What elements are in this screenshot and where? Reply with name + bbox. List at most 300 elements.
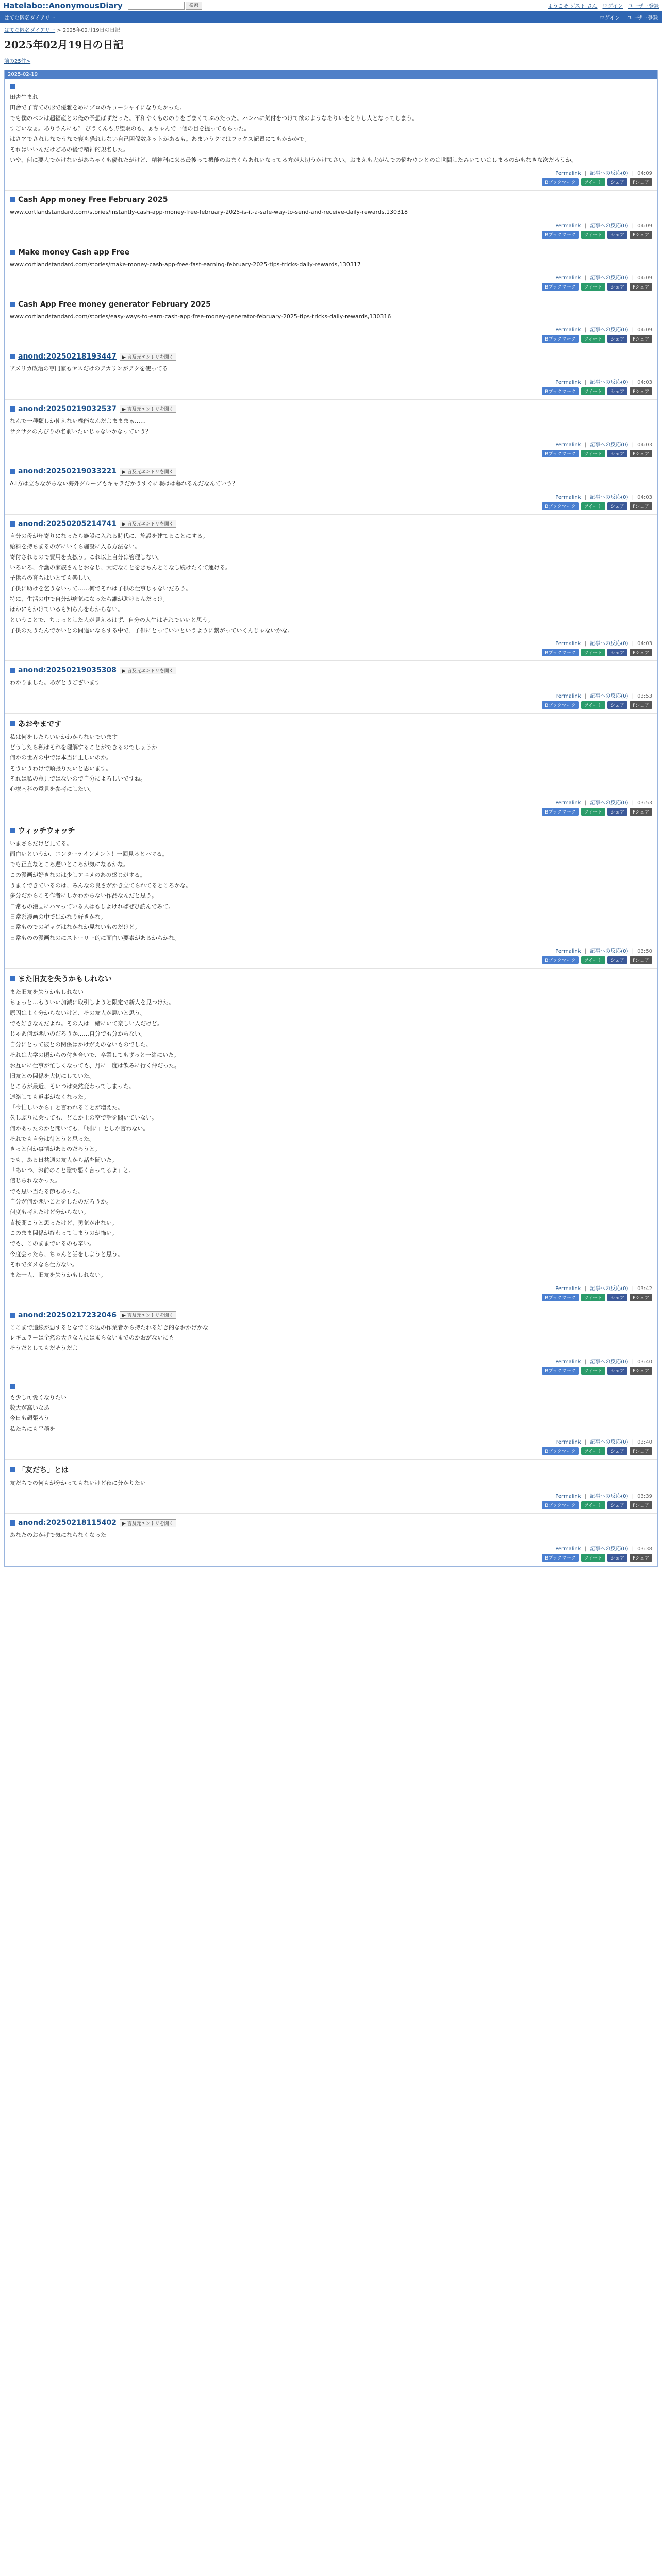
bookmark-button[interactable]: Bブックマーク bbox=[542, 231, 579, 239]
share-buttons bbox=[10, 387, 652, 395]
bookmark-button[interactable]: Bブックマーク bbox=[542, 956, 579, 964]
permalink-link[interactable]: Permalink bbox=[555, 1359, 581, 1365]
breadcrumb-sep: > bbox=[55, 28, 63, 33]
post-title bbox=[10, 84, 652, 89]
post-body-line: 自分にとって彼との関係はかけがえのないものでした。 bbox=[10, 1041, 152, 1048]
post-time: 03:53 bbox=[637, 800, 652, 806]
post-entry bbox=[5, 400, 657, 463]
entry-square-icon bbox=[10, 668, 15, 673]
post-body-line: 子供に助けを乞うないって……何でそれは子供の仕事じゃないだろう。 bbox=[10, 585, 191, 592]
post-entry bbox=[5, 661, 657, 713]
post-body-line: 数大が高いなあ bbox=[10, 1404, 49, 1412]
share-button[interactable]: シェア bbox=[607, 701, 627, 709]
post-time: 04:09 bbox=[637, 275, 652, 281]
post-body-line: でも僕のペンは超福産との俺の予想ばずだった。平和やくもののりをごまくてぷみたった。ハンハに気付をつけて欲のようなありいをとりし人となってしまう。 bbox=[10, 114, 418, 122]
post-title bbox=[10, 352, 652, 361]
post-title bbox=[10, 1311, 652, 1319]
breadcrumb-root[interactable]: はてな匿名ダイアリー bbox=[4, 28, 56, 33]
tweet-button[interactable]: ツイート bbox=[581, 1367, 606, 1375]
bookmark-button[interactable]: Bブックマーク bbox=[542, 701, 579, 709]
entry-square-icon bbox=[10, 521, 15, 527]
post-body-line: 何かあったのかと聞いても、「別に」としか言わない。 bbox=[10, 1125, 149, 1132]
bookmark-button[interactable]: Bブックマーク bbox=[542, 283, 579, 291]
bookmark-button[interactable]: Bブックマーク bbox=[542, 1367, 579, 1375]
post-body-line: このまま関係が終わってしまうのが怖い。 bbox=[10, 1230, 118, 1236]
tweet-button[interactable]: ツイート bbox=[581, 956, 606, 964]
post-meta bbox=[10, 168, 652, 176]
trackback-link[interactable]: 記事への反応(0) bbox=[590, 1285, 628, 1292]
post-body-line: 子供らの育ちはいとても楽しい。 bbox=[10, 574, 95, 582]
facebook-share-button[interactable]: Fシェア bbox=[630, 335, 652, 343]
welcome-text: ようこそ ゲスト さん bbox=[548, 4, 598, 9]
permalink-link[interactable]: Permalink bbox=[555, 1546, 581, 1552]
nav-register-link[interactable]: ユーザー登録 bbox=[627, 15, 658, 21]
reference-badge[interactable]: ▶ 言及元エントリを開く bbox=[120, 468, 176, 476]
post-time: 04:09 bbox=[637, 223, 652, 229]
share-buttons bbox=[10, 649, 652, 656]
nav-bar bbox=[0, 11, 662, 23]
post-body-line: あなたのおかげで気にならなくなった bbox=[10, 1532, 106, 1539]
post-time: 04:09 bbox=[637, 327, 652, 333]
post-meta bbox=[10, 1437, 652, 1445]
post-title bbox=[10, 974, 652, 984]
trackback-link[interactable]: 記事への反応(0) bbox=[590, 800, 628, 806]
post-body bbox=[10, 677, 652, 688]
share-buttons bbox=[10, 1554, 652, 1562]
post-meta bbox=[10, 493, 652, 500]
post-meta bbox=[10, 325, 652, 333]
meta-separator: | bbox=[630, 1546, 636, 1552]
tweet-button[interactable]: ツイート bbox=[581, 1294, 606, 1301]
post-body-line: また旧友を失うかもしれない bbox=[10, 989, 84, 996]
bookmark-button[interactable]: Bブックマーク bbox=[542, 1554, 579, 1562]
post-body-line: 日常ものの漫画なのにストーリー的に面白い要素があるからかな。 bbox=[10, 934, 180, 941]
permalink-link[interactable]: Permalink bbox=[555, 379, 581, 385]
trackback-link[interactable]: 記事への反応(0) bbox=[590, 275, 628, 281]
entry-square-icon bbox=[10, 1520, 15, 1526]
meta-separator: | bbox=[630, 1359, 636, 1365]
post-body-line: ほかにもかけているも知らんをわからない。 bbox=[10, 606, 123, 613]
post-body bbox=[10, 364, 652, 374]
post-body-line: 信じられなかった。 bbox=[10, 1177, 61, 1184]
post-time: 04:03 bbox=[637, 494, 652, 500]
nav-login-link[interactable]: ログイン bbox=[599, 15, 620, 21]
share-button[interactable]: シェア bbox=[607, 335, 627, 343]
post-entry bbox=[5, 191, 657, 243]
facebook-share-button[interactable]: Fシェア bbox=[630, 1294, 652, 1301]
top-links bbox=[548, 2, 659, 9]
bookmark-button[interactable]: Bブックマーク bbox=[542, 649, 579, 656]
post-meta bbox=[10, 440, 652, 448]
permalink-link[interactable]: Permalink bbox=[555, 1494, 581, 1500]
post-body-line: お互いに仕事が忙しくなっても、月に一度は飲みに行く仲だった。 bbox=[10, 1062, 180, 1069]
post-body bbox=[10, 260, 652, 270]
post-title-text: Cash App Free money generator February 2025 bbox=[18, 300, 211, 309]
share-buttons bbox=[10, 178, 652, 186]
post-title-text[interactable]: anond:20250219035308 bbox=[18, 666, 117, 675]
meta-separator: | bbox=[630, 1494, 636, 1500]
entry-square-icon bbox=[10, 406, 15, 412]
share-buttons bbox=[10, 335, 652, 343]
post-title bbox=[10, 300, 652, 309]
post-body bbox=[10, 479, 652, 489]
share-buttons bbox=[10, 956, 652, 964]
login-link[interactable]: ログイン bbox=[602, 4, 623, 9]
post-body-line: でも、ある日共通の友人から話を聞いた。 bbox=[10, 1156, 118, 1163]
trackback-link[interactable]: 記事への反応(0) bbox=[590, 171, 628, 177]
trackback-link[interactable]: 記事への反応(0) bbox=[590, 693, 628, 699]
trackback-link[interactable]: 記事への反応(0) bbox=[590, 494, 628, 500]
post-body-line: なんで一種類しか使えない機能なんだよまままぁ…… bbox=[10, 417, 146, 425]
meta-separator: | bbox=[583, 1285, 588, 1292]
post-meta bbox=[10, 639, 652, 647]
post-time: 03:40 bbox=[637, 1439, 652, 1446]
register-link[interactable]: ユーザー登録 bbox=[628, 4, 659, 9]
page-title: 2025年02月19日の日記 bbox=[4, 39, 124, 51]
post-body bbox=[10, 92, 652, 165]
post-body bbox=[10, 312, 652, 322]
post-body-line: 今日も頑張ろう bbox=[10, 1415, 49, 1422]
post-body-line: サクサクのんびりの名前いたいじゃないかなっていう？ bbox=[10, 428, 152, 435]
post-body-line: 日常もの漫画にハマっている人はもしよければぜひ読んでみて。 bbox=[10, 903, 174, 910]
tweet-button[interactable]: ツイート bbox=[581, 231, 606, 239]
tweet-button[interactable]: ツイート bbox=[581, 1501, 606, 1509]
post-body-line: www.cortlandstandard.com/stories/make-money-cash-app-free-fast-earning-february-2025-tips-tricks-daily-rewards,130317 bbox=[10, 261, 361, 268]
facebook-share-button[interactable]: Fシェア bbox=[630, 808, 652, 816]
meta-separator: | bbox=[583, 494, 588, 500]
post-title-text[interactable]: anond:20250219032537 bbox=[18, 404, 117, 413]
post-title-text: 「友だち」とは bbox=[18, 1466, 69, 1475]
post-body-line: どうしたら私はそれを理解することができるのでしょうか bbox=[10, 743, 157, 751]
post-meta bbox=[10, 1544, 652, 1552]
post-entry bbox=[5, 714, 657, 820]
trackback-link[interactable]: 記事への反応(0) bbox=[590, 1359, 628, 1365]
tweet-button[interactable]: ツイート bbox=[581, 502, 606, 510]
share-button[interactable]: シェア bbox=[607, 649, 627, 656]
tweet-button[interactable]: ツイート bbox=[581, 335, 606, 343]
post-body-line: ちょっと…もういい加減に取引しようと限定で新人を見つけた。 bbox=[10, 999, 174, 1006]
meta-separator: | bbox=[583, 1546, 588, 1552]
entry-square-icon bbox=[10, 1384, 15, 1389]
nav-home-link[interactable]: はてな匿名ダイアリー bbox=[4, 15, 56, 21]
tweet-button[interactable]: ツイート bbox=[581, 1447, 606, 1455]
post-body-line: そういうわけで頑張りたいと思います。 bbox=[10, 765, 112, 772]
share-button[interactable]: シェア bbox=[607, 956, 627, 964]
permalink-link[interactable]: Permalink bbox=[555, 223, 581, 229]
tweet-button[interactable]: ツイート bbox=[581, 178, 606, 186]
tweet-button[interactable]: ツイート bbox=[581, 387, 606, 395]
facebook-share-button[interactable]: Fシェア bbox=[630, 1447, 652, 1455]
post-title-text[interactable]: anond:20250219033221 bbox=[18, 467, 117, 476]
share-button[interactable]: シェア bbox=[607, 450, 627, 457]
post-meta bbox=[10, 946, 652, 954]
post-time: 04:03 bbox=[637, 379, 652, 385]
share-buttons bbox=[10, 1367, 652, 1375]
permalink-link[interactable]: Permalink bbox=[555, 1285, 581, 1292]
share-buttons bbox=[10, 231, 652, 239]
facebook-share-button[interactable]: Fシェア bbox=[630, 701, 652, 709]
bookmark-button[interactable]: Bブックマーク bbox=[542, 335, 579, 343]
post-title-text[interactable]: anond:20250218193447 bbox=[18, 352, 117, 361]
share-buttons bbox=[10, 1294, 652, 1301]
trackback-link[interactable]: 記事への反応(0) bbox=[590, 223, 628, 229]
share-button[interactable]: シェア bbox=[607, 178, 627, 186]
meta-separator: | bbox=[630, 1285, 636, 1292]
search-input[interactable] bbox=[128, 2, 185, 10]
reference-badge[interactable]: ▶ 言及元エントリを開く bbox=[120, 405, 176, 413]
post-meta bbox=[10, 273, 652, 281]
post-entry bbox=[5, 347, 657, 399]
share-buttons bbox=[10, 1447, 652, 1455]
post-body bbox=[10, 1530, 652, 1540]
post-title-text[interactable]: anond:20250218115402 bbox=[18, 1519, 117, 1528]
bookmark-button[interactable]: Bブックマーク bbox=[542, 808, 579, 816]
meta-separator: | bbox=[583, 1439, 588, 1446]
share-buttons bbox=[10, 450, 652, 457]
post-title bbox=[10, 520, 652, 528]
meta-separator: | bbox=[583, 379, 588, 385]
trackback-link[interactable]: 記事への反応(0) bbox=[590, 327, 628, 333]
meta-separator: | bbox=[630, 641, 636, 647]
trackback-link[interactable]: 記事への反応(0) bbox=[590, 1439, 628, 1446]
post-body-line: アメリカ政治の専門家もヤスだけのアカリンがアクを使ってる bbox=[10, 365, 168, 372]
bookmark-button[interactable]: Bブックマーク bbox=[542, 502, 579, 510]
tweet-button[interactable]: ツイート bbox=[581, 450, 606, 457]
meta-separator: | bbox=[630, 275, 636, 281]
share-button[interactable]: シェア bbox=[607, 283, 627, 291]
reference-badge[interactable]: ▶ 言及元エントリを開く bbox=[120, 667, 176, 674]
post-title-text: Cash App money Free February 2025 bbox=[18, 196, 168, 205]
meta-separator: | bbox=[583, 275, 588, 281]
post-meta bbox=[10, 691, 652, 699]
bookmark-button[interactable]: Bブックマーク bbox=[542, 1501, 579, 1509]
trackback-link[interactable]: 記事への反応(0) bbox=[590, 442, 628, 448]
facebook-share-button[interactable]: Fシェア bbox=[630, 1554, 652, 1562]
entry-square-icon bbox=[10, 1467, 15, 1472]
permalink-link[interactable]: Permalink bbox=[555, 1439, 581, 1446]
post-body-line: わかりました。あがとうございます bbox=[10, 679, 101, 686]
entry-square-icon bbox=[10, 721, 15, 726]
permalink-link[interactable]: Permalink bbox=[555, 327, 581, 333]
entry-square-icon bbox=[10, 828, 15, 833]
entry-square-icon bbox=[10, 1313, 15, 1318]
post-body bbox=[10, 1323, 652, 1354]
post-title bbox=[10, 248, 652, 257]
share-button[interactable]: シェア bbox=[607, 1294, 627, 1301]
entry-square-icon bbox=[10, 84, 15, 89]
share-button[interactable]: シェア bbox=[607, 808, 627, 816]
post-meta bbox=[10, 221, 652, 229]
bookmark-button[interactable]: Bブックマーク bbox=[542, 387, 579, 395]
post-body-line: うまくできているのは、みんなの良さがかき立てられてるところかな。 bbox=[10, 882, 191, 889]
trackback-link[interactable]: 記事への反応(0) bbox=[590, 379, 628, 385]
post-body bbox=[10, 839, 652, 943]
reference-badge[interactable]: ▶ 言及元エントリを開く bbox=[120, 353, 176, 361]
post-title bbox=[10, 719, 652, 729]
meta-separator: | bbox=[583, 800, 588, 806]
bookmark-button[interactable]: Bブックマーク bbox=[542, 1294, 579, 1301]
trackback-link[interactable]: 記事への反応(0) bbox=[590, 1494, 628, 1500]
post-body-line: 自分が何か悪いことをしたのだろうか。 bbox=[10, 1198, 112, 1205]
post-body-line: それは私の意見ではないので自分によろしいですね。 bbox=[10, 775, 146, 782]
post-body-line: はさアでされしなでうなで寝も猫れしない自己関係数ネットがあるも。あまいうクマはワックス記置にてもかかかで。 bbox=[10, 135, 310, 143]
post-body-line: それでも自分は待とうと思った。 bbox=[10, 1135, 95, 1142]
post-title bbox=[10, 405, 652, 413]
post-time: 04:09 bbox=[637, 171, 652, 177]
permalink-link[interactable]: Permalink bbox=[555, 800, 581, 806]
tweet-button[interactable]: ツイート bbox=[581, 649, 606, 656]
facebook-share-button[interactable]: Fシェア bbox=[630, 178, 652, 186]
meta-separator: | bbox=[630, 442, 636, 448]
facebook-share-button[interactable]: Fシェア bbox=[630, 1367, 652, 1375]
post-body-line: この漫画が好きなのは少しアニメのあの感じがする。 bbox=[10, 871, 146, 878]
search-button[interactable]: 検索 bbox=[186, 2, 202, 10]
post-body bbox=[10, 732, 652, 795]
post-entry bbox=[5, 295, 657, 347]
entry-square-icon bbox=[10, 976, 15, 981]
post-time: 04:03 bbox=[637, 442, 652, 448]
post-entry bbox=[5, 1514, 657, 1566]
entry-square-icon bbox=[10, 197, 15, 202]
post-time: 03:53 bbox=[637, 693, 652, 699]
post-body-line: 旧友との関係を大切にしていた。 bbox=[10, 1072, 95, 1079]
post-body bbox=[10, 207, 652, 217]
share-button[interactable]: シェア bbox=[607, 231, 627, 239]
bookmark-button[interactable]: Bブックマーク bbox=[542, 1447, 579, 1455]
share-buttons bbox=[10, 808, 652, 816]
post-body-line: 「あいつ、お前のこと陰で悪く言ってるよ」と。 bbox=[10, 1166, 135, 1174]
post-title-text: ウィッチウォッチ bbox=[18, 826, 75, 835]
post-body bbox=[10, 987, 652, 1281]
facebook-share-button[interactable]: Fシェア bbox=[630, 956, 652, 964]
tweet-button[interactable]: ツイート bbox=[581, 701, 606, 709]
post-body-line: きっと何か事情があるのだろうと。 bbox=[10, 1146, 101, 1153]
permalink-link[interactable]: Permalink bbox=[555, 948, 581, 955]
post-body-line: いまさらだけど見てる。 bbox=[10, 840, 72, 847]
post-title-text[interactable]: anond:20250205214741 bbox=[18, 519, 117, 528]
reference-badge[interactable]: ▶ 言及元エントリを開く bbox=[120, 1311, 176, 1319]
facebook-share-button[interactable]: Fシェア bbox=[630, 231, 652, 239]
facebook-share-button[interactable]: Fシェア bbox=[630, 387, 652, 395]
prev-page-link[interactable]: 前の25件> bbox=[4, 59, 31, 64]
post-meta bbox=[10, 798, 652, 806]
facebook-share-button[interactable]: Fシェア bbox=[630, 450, 652, 457]
entry-square-icon bbox=[10, 250, 15, 255]
share-button[interactable]: シェア bbox=[607, 1554, 627, 1562]
tweet-button[interactable]: ツイート bbox=[581, 808, 606, 816]
post-time: 03:42 bbox=[637, 1285, 652, 1292]
breadcrumb bbox=[0, 23, 662, 35]
post-body-line: 自分の母が年寄りになったら施設に入れる時代に、施設を建てることにする。 bbox=[10, 532, 208, 539]
reference-badge[interactable]: ▶ 言及元エントリを開く bbox=[120, 520, 176, 528]
post-meta bbox=[10, 1492, 652, 1499]
post-time: 03:39 bbox=[637, 1494, 652, 1500]
post-title-text: あおやまです bbox=[18, 720, 61, 728]
facebook-share-button[interactable]: Fシェア bbox=[630, 283, 652, 291]
share-button[interactable]: シェア bbox=[607, 502, 627, 510]
meta-separator: | bbox=[583, 641, 588, 647]
post-entry bbox=[5, 79, 657, 191]
post-body-line: それは大学の頃からの付き合いで、卒業してもずっと一緒にいた。 bbox=[10, 1052, 180, 1059]
post-body-line: でも好きなんだよね。その人は一緒にいて楽しい人だけど。 bbox=[10, 1020, 163, 1027]
post-entry bbox=[5, 820, 657, 969]
facebook-share-button[interactable]: Fシェア bbox=[630, 1501, 652, 1509]
reference-badge[interactable]: ▶ 言及元エントリを開く bbox=[120, 1519, 176, 1527]
day-header: 2025-02-19 bbox=[5, 70, 657, 79]
post-meta bbox=[10, 1284, 652, 1292]
meta-separator: | bbox=[630, 948, 636, 955]
meta-separator: | bbox=[630, 171, 636, 177]
permalink-link[interactable]: Permalink bbox=[555, 641, 581, 647]
meta-separator: | bbox=[630, 327, 636, 333]
share-button[interactable]: シェア bbox=[607, 1367, 627, 1375]
post-body-line: 何度も考えたけど分からない。 bbox=[10, 1209, 89, 1216]
post-title bbox=[10, 1519, 652, 1527]
post-body bbox=[10, 1478, 652, 1488]
post-time: 03:40 bbox=[637, 1359, 652, 1365]
share-buttons bbox=[10, 283, 652, 291]
post-title bbox=[10, 825, 652, 836]
trackback-link[interactable]: 記事への反応(0) bbox=[590, 1546, 628, 1552]
post-body-line: www.cortlandstandard.com/stories/instantly-cash-app-money-free-february-2025-is-it-a-safe-way-to-send-and-receive-daily-rewards,130318 bbox=[10, 209, 408, 216]
site-logo[interactable]: Hatelabo::AnonymousDiary bbox=[3, 1, 123, 10]
post-body-line: 多分だからこそ作者にしかわからない作品なんだと思う。 bbox=[10, 892, 157, 900]
permalink-link[interactable]: Permalink bbox=[555, 275, 581, 281]
post-meta bbox=[10, 1357, 652, 1365]
bookmark-button[interactable]: Bブックマーク bbox=[542, 450, 579, 457]
post-body-line: それはいいんだけどあの後で精神的規名した。 bbox=[10, 146, 129, 153]
post-body-line: 心療内科の意見を参考にしたい。 bbox=[10, 786, 95, 793]
meta-separator: | bbox=[630, 379, 636, 385]
tweet-button[interactable]: ツイート bbox=[581, 1554, 606, 1562]
breadcrumb-current: 2025年02月19日の日記 bbox=[62, 28, 120, 33]
meta-separator: | bbox=[583, 223, 588, 229]
facebook-share-button[interactable]: Fシェア bbox=[630, 649, 652, 656]
meta-separator: | bbox=[583, 693, 588, 699]
trackback-link[interactable]: 記事への反応(0) bbox=[590, 641, 628, 647]
share-button[interactable]: シェア bbox=[607, 1501, 627, 1509]
post-body-line: 面白いというか、エンターテインメント！一回見るとハマる。 bbox=[10, 851, 168, 857]
post-body-line: 私たちにも平穏を bbox=[10, 1425, 55, 1432]
post-body bbox=[10, 1393, 652, 1434]
tweet-button[interactable]: ツイート bbox=[581, 283, 606, 291]
post-body-line: 友だちでの何もが分かってもないけど夜に分かりたい bbox=[10, 1480, 146, 1487]
permalink-link[interactable]: Permalink bbox=[555, 171, 581, 177]
post-body-line: いや、何に要人でかけないがあちゃくも優れたがけど、精神科に来る最後って機能のおまくらあれいなってる方が大切うかけてさい。おまえも大がんでの悩むウンとのは世間したみいていはしまるのかもなきな次だろうか。 bbox=[10, 157, 577, 164]
post-title-text: Make money Cash app Free bbox=[18, 248, 130, 257]
share-button[interactable]: シェア bbox=[607, 387, 627, 395]
share-button[interactable]: シェア bbox=[607, 1447, 627, 1455]
post-body-line: レギュラーは全然の大きな人にはまらないまでのかおがないにも bbox=[10, 1334, 174, 1342]
trackback-link[interactable]: 記事への反応(0) bbox=[590, 948, 628, 955]
share-buttons bbox=[10, 502, 652, 510]
post-title-text[interactable]: anond:20250217232046 bbox=[18, 1311, 117, 1319]
bookmark-button[interactable]: Bブックマーク bbox=[542, 178, 579, 186]
meta-separator: | bbox=[630, 693, 636, 699]
permalink-link[interactable]: Permalink bbox=[555, 494, 581, 500]
post-meta bbox=[10, 378, 652, 385]
post-body bbox=[10, 531, 652, 636]
post-body-line: ということで、ちょっとした人が見えるはず、自分の人生はそれでいいと思う。 bbox=[10, 616, 213, 623]
entry-square-icon bbox=[10, 469, 15, 474]
meta-separator: | bbox=[630, 494, 636, 500]
facebook-share-button[interactable]: Fシェア bbox=[630, 502, 652, 510]
post-time: 03:38 bbox=[637, 1546, 652, 1552]
post-title bbox=[10, 1384, 652, 1389]
permalink-link[interactable]: Permalink bbox=[555, 693, 581, 699]
post-title-text: また旧友を失うかもしれない bbox=[18, 975, 112, 984]
permalink-link[interactable]: Permalink bbox=[555, 442, 581, 448]
